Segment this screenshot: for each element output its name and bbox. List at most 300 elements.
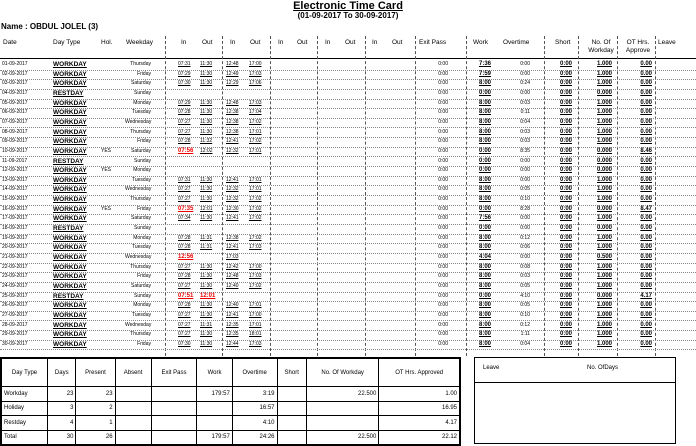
row-exit-pass: 0:00 [438,109,448,116]
row-no-of-workday: 1.000 [596,118,612,125]
row-no-of-workday: 0.000 [596,167,612,174]
row-punch-time: 17:03 [249,99,262,106]
row-punch-time: 17:00 [249,263,262,270]
row-short: 0:00 [559,186,572,193]
row-punch-time: 17:03 [249,70,262,77]
summary-row [2,416,460,431]
row-punch-time: 11:30 [200,99,213,106]
row-punch-time: 11:31 [200,244,213,251]
header-out-4: Out [345,39,356,46]
row-punch-time: 12:29 [226,80,239,87]
row-holiday: YES [101,147,112,154]
summary-cell [151,387,197,402]
row-punch-time: 12:30 [226,205,239,212]
row-exit-pass: 0:00 [438,302,448,309]
row-punch-time: 11:30 [200,109,213,116]
row-date: 06-09-2017 [2,109,28,116]
row-overtime: 0:24 [520,80,530,87]
row-day-type: WORKDAY [53,234,87,242]
row-exit-pass: 0:00 [438,331,448,338]
row-exit-pass: 0:00 [438,244,448,251]
row-punch-time: 07:27 [178,186,191,193]
row-short: 0:00 [559,273,572,280]
header-day-type: Day Type [53,39,81,46]
row-overtime: 0:03 [520,99,530,106]
row-exit-pass: 0:00 [438,215,448,222]
summary-cell [277,387,306,402]
row-no-of-workday: 1.000 [596,311,612,318]
row-punch-time: 11:31 [200,321,213,328]
summary-cell: 4.17 [379,416,460,431]
row-exit-pass: 0:00 [438,234,448,241]
row-date: 29-09-2017 [2,331,28,338]
row-no-of-workday: 1.000 [596,340,612,347]
row-punch-time: 07:27 [178,263,191,270]
row-day-type: WORKDAY [53,321,87,329]
summary-cell: Holiday [2,401,48,416]
row-punch-time: 11:30 [200,118,213,125]
row-date: 11-09-2017 [2,157,28,164]
row-short: 0:00 [559,128,572,135]
row-work: 0:00 [478,157,491,164]
summary-cell: 16.95 [379,401,460,416]
summary-row [2,430,460,445]
row-no-of-workday: 1.000 [596,302,612,309]
row-short: 0:00 [559,176,572,183]
row-overtime: 0:00 [520,167,530,174]
row-work: 0:00 [478,292,491,299]
row-weekday: Sunday [134,157,151,164]
row-day-type: WORKDAY [53,263,87,271]
row-no-of-workday: 1.000 [596,109,612,116]
header-date: Date [3,39,17,46]
row-date: 10-09-2017 [2,147,28,154]
row-ot-approve: 0.00 [640,61,652,67]
row-exit-pass: 0:00 [438,147,448,154]
row-punch-time: 07:29 [178,70,191,77]
table-header [0,35,696,59]
row-punch-time: 17:02 [249,205,262,212]
row-short: 0:00 [559,292,572,299]
row-no-of-workday: 1.000 [596,186,612,193]
row-date: 17-09-2017 [2,215,28,222]
row-exit-pass: 0:00 [438,311,448,318]
row-punch-time: 07:28 [178,234,191,241]
row-work: 8:00 [478,244,491,251]
row-punch-time: 11:30 [200,176,213,183]
row-day-type: WORKDAY [53,215,87,223]
row-no-of-workday: 1.000 [596,70,612,77]
row-ot-approve: 0.00 [640,340,652,347]
row-exit-pass: 0:00 [438,138,448,145]
row-punch-time: 07:30 [178,340,191,347]
row-work: 8:00 [478,234,491,241]
row-day-type: WORKDAY [53,331,87,339]
row-day-type: WORKDAY [53,176,87,184]
summary-cell [115,416,151,431]
row-punch-time: 17:01 [249,128,262,135]
row-exit-pass: 0:00 [438,292,448,299]
row-work: 8:00 [478,176,491,183]
row-short: 0:00 [559,234,572,241]
row-ot-approve: 0.00 [640,225,652,232]
summary-cell: 179:57 [197,430,233,445]
row-work: 0:00 [478,89,491,96]
row-punch-time: 11:30 [200,61,213,67]
row-day-type: WORKDAY [53,138,87,146]
row-date: 30-09-2017 [2,340,28,347]
summary-cell: 22.500 [306,387,378,402]
row-punch-time: 07:27 [178,311,191,318]
row-short: 0:00 [559,331,572,338]
summary-cell: 23 [76,387,115,402]
row-overtime: 0:10 [520,196,530,203]
summary-header-cell: OT Hrs. Approved [379,359,460,387]
header-out-3: Out [297,39,308,46]
row-date: 27-09-2017 [2,311,28,318]
row-weekday: Saturday [130,80,151,87]
summary-cell [277,430,306,445]
row-exit-pass: 0:00 [438,254,448,260]
row-punch-time: 12:40 [226,302,239,309]
summary-cell [115,401,151,416]
row-weekday: Tuesday [132,244,151,251]
row-date: 19-09-2017 [2,234,28,241]
summary-cell: Restday [2,416,48,431]
row-ot-approve: 0.00 [640,99,652,106]
row-short: 0:00 [559,263,572,270]
summary-cell: 2 [76,401,115,416]
row-work: 7:59 [478,70,491,77]
row-overtime: 0:00 [520,215,530,222]
row-overtime: 0:00 [520,254,530,260]
row-short: 0:00 [559,99,572,106]
row-punch-time: 12:48 [226,273,239,280]
row-ot-approve: 0.00 [640,118,652,125]
row-weekday: Monday [133,302,151,309]
table-row [0,340,696,351]
row-punch-time: 07:56 [178,147,194,154]
row-punch-time: 17:02 [249,118,262,125]
row-punch-time: 17:03 [226,254,239,260]
row-work: 8:00 [478,118,491,125]
row-work: 8:00 [478,109,491,116]
row-punch-time: 12:35 [226,321,239,328]
summary-header-cell: Absent [115,359,151,387]
row-punch-time: 11:30 [200,331,213,338]
row-exit-pass: 0:00 [438,321,448,328]
row-day-type: WORKDAY [53,118,87,126]
row-no-of-workday: 1.000 [596,331,612,338]
header-out-2: Out [250,39,261,46]
row-exit-pass: 0:00 [438,167,448,174]
row-day-type: RESTDAY [53,292,84,300]
row-work: 0:00 [478,205,491,212]
summary-cell: 3:19 [232,387,277,402]
row-work: 4:04 [478,254,491,260]
row-punch-time: 07:27 [178,128,191,135]
row-date: 07-09-2017 [2,118,28,125]
row-short: 0:00 [559,70,572,77]
row-weekday: Friday [137,273,151,280]
row-date: 16-09-2017 [2,205,28,212]
summary-cell: 23 [48,387,76,402]
row-day-type: WORKDAY [53,273,87,281]
row-work: 8:00 [478,138,491,145]
row-weekday: Friday [137,205,151,212]
row-weekday: Wednesday [125,118,152,125]
summary-cell: Total [2,430,48,445]
row-day-type: WORKDAY [53,340,87,348]
summary-cell: 179:57 [197,387,233,402]
row-punch-time: 11:30 [200,196,213,203]
row-exit-pass: 0:00 [438,282,448,289]
row-no-of-workday: 0.500 [596,254,612,260]
row-day-type: RESTDAY [53,157,84,165]
header-in-4: In [325,39,331,46]
row-exit-pass: 0:00 [438,196,448,203]
leave-label: Leave [483,365,500,371]
row-no-of-workday: 0.000 [596,225,612,232]
row-overtime: 0:04 [520,340,530,347]
row-weekday: Tuesday [132,176,151,183]
row-ot-approve: 0.00 [640,176,652,183]
row-exit-pass: 0:00 [438,186,448,193]
row-day-type: WORKDAY [53,147,87,155]
row-date: 02-09-2017 [2,70,28,77]
row-weekday: Thursday [130,331,151,338]
row-short: 0:00 [559,205,572,212]
row-no-of-workday: 0.000 [596,205,612,212]
row-punch-time: 17:02 [249,196,262,203]
row-ot-approve: 0.00 [640,186,652,193]
row-punch-time: 07:30 [178,80,191,87]
row-punch-time: 07:27 [178,331,191,338]
summary-row [2,387,460,402]
row-overtime: 0:03 [520,128,530,135]
row-punch-time: 12:02 [200,147,213,154]
row-punch-time: 17:02 [249,282,262,289]
row-work: 8:00 [478,331,491,338]
summary-cell: 22.12 [379,430,460,445]
row-ot-approve: 0.00 [640,321,652,328]
summary-cell [151,401,197,416]
row-punch-time: 12:41 [226,138,239,145]
row-ot-approve: 8.46 [640,147,652,154]
row-punch-time: 12:42 [226,263,239,270]
header-ot-hrs-approve: OT Hrs. Approve [625,39,651,54]
row-punch-time: 12:40 [226,282,239,289]
header-out-1: Out [202,39,213,46]
summary-header-cell: Overtime [232,359,277,387]
row-ot-approve: 0.00 [640,263,652,270]
row-day-type: WORKDAY [53,61,87,68]
row-work: 8:00 [478,186,491,193]
row-weekday: Saturday [130,282,151,289]
summary-cell [197,416,233,431]
row-punch-time: 12:32 [226,147,239,154]
summary-cell: 4:10 [232,416,277,431]
row-ot-approve: 0.00 [640,311,652,318]
row-punch-time: 11:31 [200,234,213,241]
row-punch-time: 11:30 [200,263,213,270]
row-weekday: Monday [133,234,151,241]
row-punch-time: 12:44 [226,340,239,347]
row-overtime: 0:00 [520,70,530,77]
leave-summary-box [474,357,676,444]
row-punch-time: 17:03 [249,273,262,280]
summary-cell [115,430,151,445]
row-day-type: RESTDAY [53,89,84,97]
summary-cell: 22.500 [306,430,378,445]
row-ot-approve: 0.00 [640,157,652,164]
row-overtime: 0:05 [520,282,530,289]
summary-cell: 1.00 [379,387,460,402]
row-holiday: YES [101,205,112,212]
row-punch-time: 12:38 [226,118,239,125]
row-day-type: RESTDAY [53,225,84,233]
row-no-of-workday: 0.000 [596,292,612,299]
row-ot-approve: 0.00 [640,234,652,241]
row-punch-time: 17:01 [249,186,262,193]
row-punch-time: 12:48 [226,99,239,106]
row-weekday: Wednesday [125,254,152,260]
row-short: 0:00 [559,340,572,347]
row-punch-time: 17:06 [249,80,262,87]
row-exit-pass: 0:00 [438,176,448,183]
row-date: 13-09-2017 [2,176,28,183]
row-no-of-workday: 1.000 [596,80,612,87]
row-date: 05-09-2017 [2,99,28,106]
row-overtime: 0:00 [520,89,530,96]
row-overtime: 0:00 [520,61,530,67]
row-date: 03-09-2017 [2,80,28,87]
row-day-type: WORKDAY [53,254,87,261]
row-punch-time: 12:48 [226,61,239,67]
row-work: 8:00 [478,340,491,347]
row-weekday: Tuesday [132,311,151,318]
header-in-5: In [372,39,378,46]
row-punch-time: 07:27 [178,118,191,125]
row-punch-time: 17:03 [249,244,262,251]
row-weekday: Friday [137,138,151,145]
row-short: 0:00 [559,61,572,67]
header-overtime: Overtime [503,39,530,46]
row-punch-time: 17:01 [249,302,262,309]
row-overtime: 0:00 [520,176,530,183]
row-punch-time: 07:27 [178,282,191,289]
row-date: 09-09-2017 [2,138,28,145]
row-exit-pass: 0:00 [438,263,448,270]
row-date: 26-09-2017 [2,302,28,309]
row-date: 15-09-2017 [2,196,28,203]
row-ot-approve: 0.00 [640,215,652,222]
row-punch-time: 12:38 [226,234,239,241]
row-ot-approve: 0.00 [640,282,652,289]
row-weekday: Monday [133,167,151,174]
row-work: 8:00 [478,80,491,87]
row-overtime: 8:28 [520,205,530,212]
header-exit-pass: Exit Pass [419,39,447,46]
row-punch-time: 12:38 [226,128,239,135]
row-date: 22-09-2017 [2,263,28,270]
row-punch-time: 11:30 [200,186,213,193]
row-punch-time: 07:28 [178,244,191,251]
row-work: 8:00 [478,263,491,270]
row-date: 08-09-2017 [2,128,28,135]
summary-cell: 30 [48,430,76,445]
summary-cell: 24:26 [232,430,277,445]
row-punch-time: 07:29 [178,99,191,106]
row-overtime: 0:06 [520,244,530,251]
row-overtime: 8:35 [520,147,530,154]
row-no-of-workday: 1.000 [596,196,612,203]
row-short: 0:00 [559,215,572,222]
row-ot-approve: 0.00 [640,302,652,309]
row-short: 0:00 [559,80,572,87]
row-work: 8:00 [478,128,491,135]
date-range: (01-09-2017 To 30-09-2017) [297,11,399,20]
row-no-of-workday: 1.000 [596,282,612,289]
summary-cell: 26 [76,430,115,445]
row-punch-time: 17:02 [249,215,262,222]
summary-cell [197,401,233,416]
row-weekday: Friday [137,70,151,77]
row-exit-pass: 0:00 [438,89,448,96]
row-work: 8:00 [478,321,491,328]
row-punch-time: 11:30 [200,273,213,280]
row-ot-approve: 0.00 [640,89,652,96]
row-punch-time: 07:27 [178,196,191,203]
row-punch-time: 07:28 [178,109,191,116]
header-work: Work [473,39,489,46]
row-overtime: 0:04 [520,118,530,125]
row-day-type: WORKDAY [53,311,87,319]
row-exit-pass: 0:00 [438,99,448,106]
row-short: 0:00 [559,254,572,260]
row-punch-time: 17:02 [249,138,262,145]
row-punch-time: 11:30 [200,311,213,318]
row-overtime: 1:11 [520,331,530,338]
row-no-of-workday: 1.000 [596,321,612,328]
row-ot-approve: 8.47 [640,205,652,212]
row-date: 04-09-2017 [2,89,28,96]
row-punch-time: 07:51 [178,292,194,299]
row-work: 8:00 [478,99,491,106]
row-no-of-workday: 1.000 [596,128,612,135]
row-punch-time: 17:01 [249,147,262,154]
summary-header-cell: Work [197,359,233,387]
row-day-type: WORKDAY [53,205,87,213]
row-day-type: WORKDAY [53,186,87,194]
row-short: 0:00 [559,167,572,174]
row-exit-pass: 0:00 [438,128,448,135]
row-overtime: 0:03 [520,138,530,145]
row-day-type: WORKDAY [53,244,87,252]
row-no-of-workday: 0.000 [596,89,612,96]
row-punch-time: 07:35 [178,205,194,212]
row-overtime: 0:11 [520,109,530,116]
header-divider [0,58,696,59]
row-date: 14-09-2017 [2,186,28,193]
row-punch-time: 12:38 [226,109,239,116]
row-punch-time: 18:01 [249,331,262,338]
row-exit-pass: 0:00 [438,157,448,164]
row-overtime: 0:08 [520,263,530,270]
row-punch-time: 12:32 [226,196,239,203]
row-short: 0:00 [559,244,572,251]
summary-cell [306,401,378,416]
